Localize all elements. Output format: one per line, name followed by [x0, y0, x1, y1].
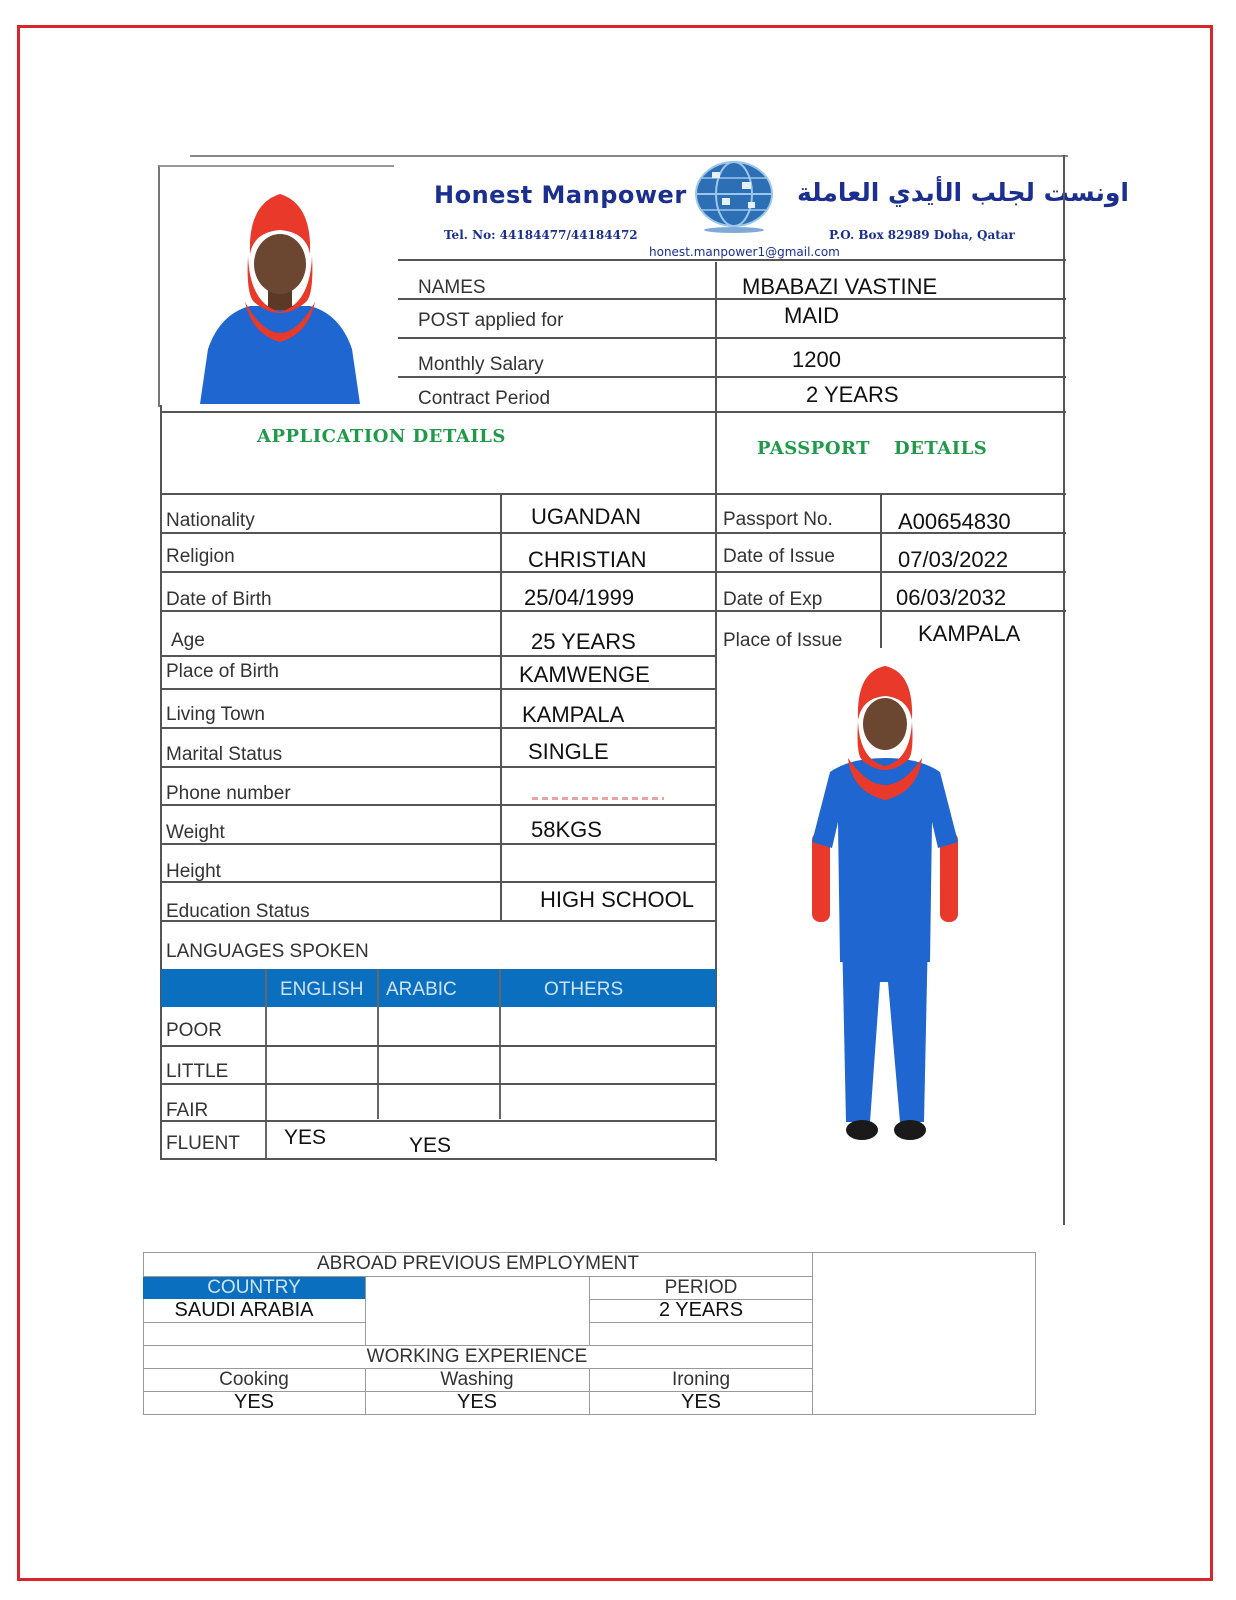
- label-nationality: Nationality: [166, 510, 255, 531]
- label-place-of-birth: Place of Birth: [166, 661, 279, 682]
- label-date-of-issue: Date of Issue: [723, 546, 835, 567]
- lang-header-arabic: ARABIC: [386, 979, 457, 1000]
- value-place-of-issue: KAMPALA: [918, 621, 1021, 646]
- value-date-of-exp: 06/03/2032: [896, 585, 1007, 610]
- label-passport-no: Passport No.: [723, 509, 833, 530]
- value-nationality: UGANDAN: [531, 504, 642, 529]
- tel-number: Tel. No: 44184477/44184472: [444, 228, 638, 242]
- skill-ironing-label: Ironing: [671, 1369, 731, 1390]
- applicant-portrait: [190, 184, 370, 404]
- lang-level-fair: FAIR: [166, 1100, 209, 1121]
- employment-title: ABROAD PREVIOUS EMPLOYMENT: [316, 1253, 639, 1274]
- summary-label-contract: Contract Period: [418, 388, 551, 409]
- employment-period-value: 2 YEARS: [658, 1299, 744, 1321]
- lang-level-fluent: FLUENT: [166, 1133, 240, 1154]
- label-height: Height: [166, 861, 221, 882]
- redacted-phone-mark: [532, 797, 664, 800]
- skill-washing-label: Washing: [440, 1369, 514, 1390]
- value-date-of-birth: 25/04/1999: [524, 585, 635, 610]
- brand-name-arabic: اونست لجلب الأيدي العاملة: [797, 178, 1129, 207]
- label-weight: Weight: [166, 822, 225, 843]
- globe-icon: [694, 158, 774, 234]
- summary-value-salary: 1200: [792, 347, 841, 372]
- summary-label-post: POST applied for: [418, 310, 564, 331]
- summary-value-contract: 2 YEARS: [806, 382, 899, 407]
- skill-ironing-value: YES: [680, 1391, 722, 1413]
- value-place-of-birth: KAMWENGE: [519, 662, 650, 687]
- summary-value-post: MAID: [784, 303, 839, 328]
- label-living-town: Living Town: [166, 704, 265, 725]
- summary-label-names: NAMES: [418, 277, 486, 298]
- value-age: 25 YEARS: [531, 629, 636, 654]
- lang-header-english: ENGLISH: [280, 979, 364, 1000]
- lang-header-others: OTHERS: [544, 979, 624, 1000]
- passport-heading-word1: PASSPORT: [757, 438, 871, 459]
- email-address: honest.manpower1@gmail.com: [649, 245, 840, 259]
- period-header: PERIOD: [664, 1277, 738, 1298]
- brand-name: Honest Manpower: [434, 181, 687, 209]
- label-marital-status: Marital Status: [166, 744, 283, 765]
- skill-cooking-label: Cooking: [219, 1369, 289, 1390]
- value-passport-no: A00654830: [898, 509, 1011, 534]
- value-religion: CHRISTIAN: [528, 547, 647, 572]
- value-date-of-issue: 07/03/2022: [898, 547, 1009, 572]
- value-education-status: HIGH SCHOOL: [540, 887, 695, 912]
- value-marital-status: SINGLE: [528, 739, 609, 764]
- label-education-status: Education Status: [166, 901, 310, 922]
- passport-heading-word2: DETAILS: [894, 438, 988, 459]
- label-date-of-exp: Date of Exp: [723, 589, 823, 610]
- summary-label-salary: Monthly Salary: [418, 354, 544, 375]
- label-phone-number: Phone number: [166, 783, 291, 804]
- country-header: COUNTRY: [207, 1277, 301, 1298]
- label-place-of-issue: Place of Issue: [723, 630, 843, 651]
- skill-cooking-value: YES: [233, 1391, 275, 1413]
- working-experience-title: WORKING EXPERIENCE: [366, 1346, 588, 1367]
- skill-washing-value: YES: [456, 1391, 498, 1413]
- lang-level-little: LITTLE: [166, 1061, 229, 1082]
- fluent-english-value: YES: [284, 1126, 327, 1149]
- po-box: P.O. Box 82989 Doha, Qatar: [829, 228, 1015, 242]
- languages-title: LANGUAGES SPOKEN: [166, 941, 369, 962]
- label-age: Age: [171, 630, 205, 651]
- label-date-of-birth: Date of Birth: [166, 589, 272, 610]
- lang-level-poor: POOR: [166, 1020, 222, 1041]
- application-details-heading: APPLICATION DETAILS: [257, 426, 506, 447]
- fluent-arabic-value: YES: [409, 1134, 452, 1157]
- summary-value-names: MBABAZI VASTINE: [742, 274, 938, 299]
- label-religion: Religion: [166, 546, 235, 567]
- applicant-full-body-photo: [800, 662, 970, 1152]
- value-weight: 58KGS: [531, 817, 602, 842]
- employment-country-value: SAUDI ARABIA: [174, 1299, 314, 1321]
- value-living-town: KAMPALA: [522, 702, 625, 727]
